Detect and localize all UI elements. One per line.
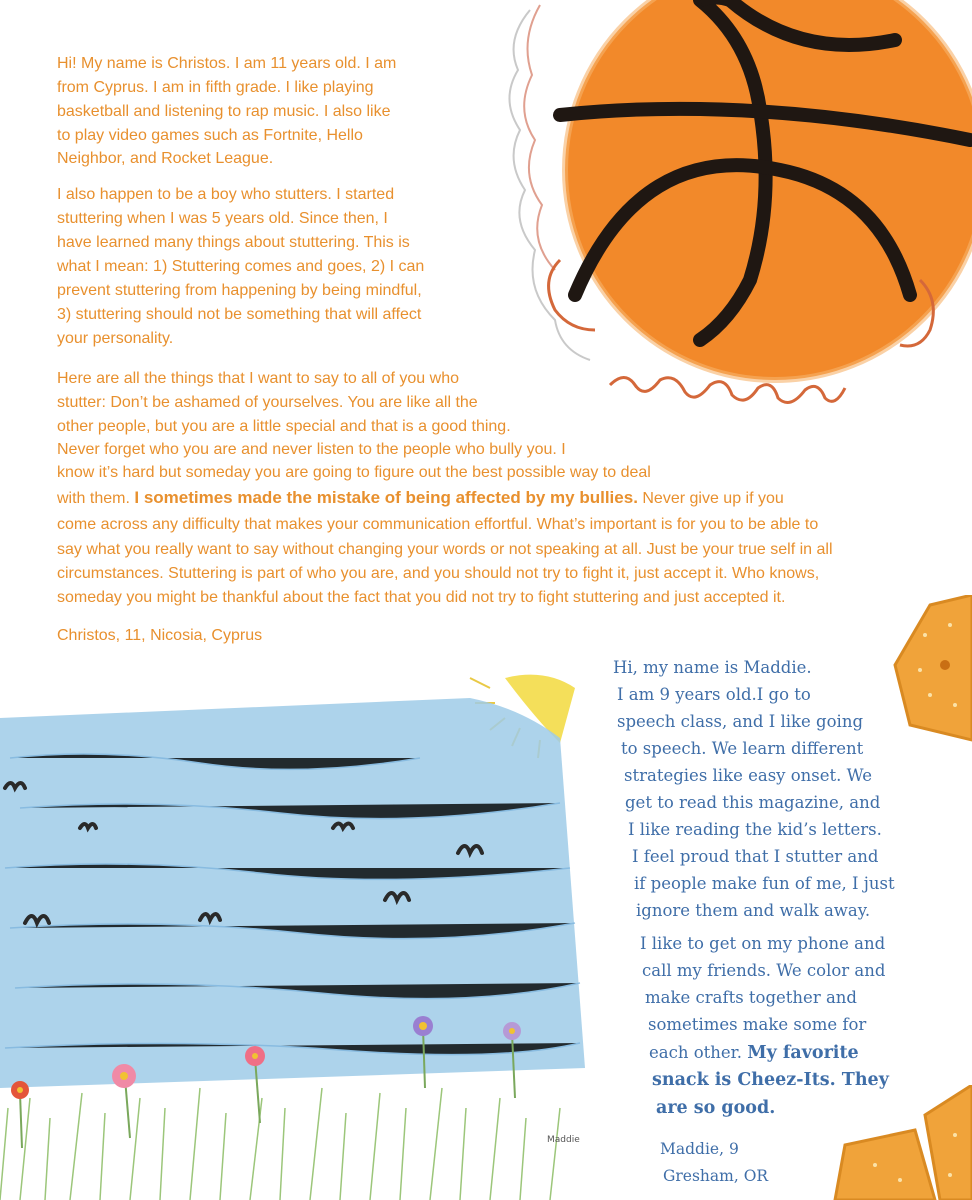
letter-line: come across any difficulty that makes your communication effortful. What’s important is for you to be able to bbox=[57, 516, 819, 533]
letter-line: strategies like easy onset. We bbox=[624, 766, 873, 785]
letter-line: basketball and listening to rap music. I also like bbox=[57, 103, 391, 120]
letter-line: I feel proud that I stutter and bbox=[632, 847, 879, 866]
letter-line: if people make fun of me, I just bbox=[634, 874, 895, 893]
letter-line: call my friends. We color and bbox=[642, 961, 886, 980]
signature-place: Gresham, OR bbox=[663, 1167, 769, 1185]
letter-line: stutter: Don’t be ashamed of yourselves. You are like all the bbox=[57, 394, 478, 411]
signature-name: Maddie, 9 bbox=[660, 1140, 739, 1158]
letter-line: prevent stuttering from happening by being mindful, bbox=[57, 282, 422, 299]
letter-line: Here are all the things that I want to say to all of you who bbox=[57, 370, 459, 387]
letter-line: I like to get on my phone and bbox=[640, 934, 886, 953]
letter-line: know it’s hard but someday you are going to figure out the best possible way to deal bbox=[57, 464, 651, 481]
signature: Christos, 11, Nicosia, Cyprus bbox=[57, 627, 263, 644]
letter-line: stuttering when I was 5 years old. Since then, I bbox=[57, 210, 388, 227]
letter-line: speech class, and I like going bbox=[617, 712, 864, 731]
letter-line: have learned many things about stuttering. This is bbox=[57, 234, 410, 251]
crayon-drawing bbox=[0, 668, 610, 1200]
letter-line: to play video games such as Fortnite, Hello bbox=[57, 127, 363, 144]
letter-line: what I mean: 1) Stuttering comes and goes, 2) I can bbox=[57, 258, 425, 275]
emphasis-quote: My favorite bbox=[747, 1043, 859, 1063]
letter-text: Never give up if you bbox=[642, 490, 784, 507]
letter-text: with them. bbox=[57, 490, 130, 507]
letter-line: someday you might be thankful about the fact that you did not try to fight stuttering and just accepted it. bbox=[57, 589, 786, 606]
letter-line bbox=[57, 488, 784, 509]
letter-line: to speech. We learn different bbox=[621, 739, 864, 758]
letter-line: Neighbor, and Rocket League. bbox=[57, 150, 274, 167]
letter-line: I also happen to be a boy who stutters. I started bbox=[57, 186, 395, 203]
emphasis-quote: are so good. bbox=[656, 1098, 776, 1118]
letter-line: say what you really want to say without changing your words or not speaking at all. Just be your true self in all bbox=[57, 541, 833, 558]
letter-line: get to read this magazine, and bbox=[625, 793, 881, 812]
letter-line: other people, but you are a little special and that is a good thing. bbox=[57, 418, 511, 435]
maddie-letter bbox=[560, 650, 972, 1200]
letter-line bbox=[649, 1039, 859, 1067]
letter-line: Hi, my name is Maddie. bbox=[613, 658, 812, 677]
letter-line: Hi! My name is Christos. I am 11 years old. I am bbox=[57, 55, 397, 72]
letter-line: 3) stuttering should not be something that will affect bbox=[57, 306, 422, 323]
emphasis-quote: snack is Cheez-Its. They bbox=[652, 1070, 889, 1090]
letter-line: your personality. bbox=[57, 330, 174, 347]
letter-line: circumstances. Stuttering is part of who you are, and you should not try to fight it, just accept it. Who knows, bbox=[57, 565, 820, 582]
letter-line: from Cyprus. I am in fifth grade. I like playing bbox=[57, 79, 374, 96]
letter-line: I like reading the kid’s letters. bbox=[628, 820, 882, 839]
letter-line: Never forget who you are and never listen to the people who bully you. I bbox=[57, 441, 566, 458]
emphasis-quote: I sometimes made the mistake of being affected by my bullies. bbox=[134, 488, 638, 507]
letter-line: make crafts together and bbox=[645, 988, 857, 1007]
letter-line: ignore them and walk away. bbox=[636, 901, 871, 920]
letter-line: sometimes make some for bbox=[648, 1015, 867, 1034]
artist-signature: Maddie bbox=[547, 1135, 580, 1145]
letter-text: each other. bbox=[649, 1043, 742, 1062]
letter-line: I am 9 years old.I go to bbox=[617, 685, 811, 704]
